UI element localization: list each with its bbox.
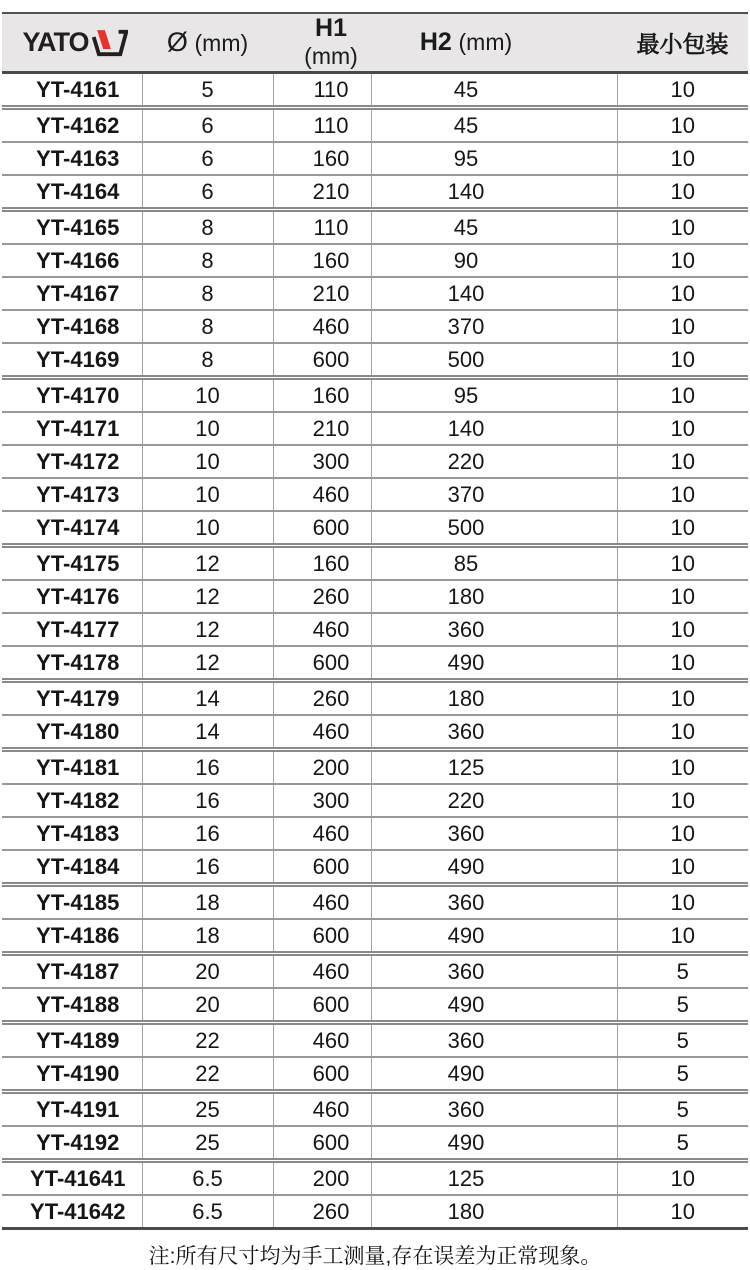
diameter-cell: 22	[142, 1023, 273, 1058]
h1-cell: 600	[273, 1057, 371, 1092]
table-row	[2, 1126, 748, 1161]
model-cell: YT-4188	[2, 988, 142, 1023]
diameter-cell: 6.5	[142, 1195, 273, 1229]
table-row	[2, 378, 748, 413]
h2-cell: 360	[371, 1023, 617, 1058]
spec-table-body	[2, 73, 748, 1229]
h2-cell: 360	[371, 817, 617, 850]
diameter-cell: 22	[142, 1057, 273, 1092]
h1-cell: 460	[273, 715, 371, 750]
h2-cell: 370	[371, 310, 617, 343]
h1-cell: 260	[273, 1195, 371, 1229]
model-cell: YT-4165	[2, 210, 142, 245]
diameter-cell: 18	[142, 885, 273, 920]
h1-cell: 600	[273, 919, 371, 954]
h2-cell: 95	[371, 378, 617, 413]
diameter-cell: 8	[142, 343, 273, 378]
pack-cell: 10	[617, 142, 748, 175]
h2-cell: 220	[371, 445, 617, 478]
model-cell: YT-4173	[2, 478, 142, 511]
h1-cell: 460	[273, 478, 371, 511]
h2-cell: 140	[371, 412, 617, 445]
pack-cell: 10	[617, 646, 748, 681]
pack-cell: 10	[617, 681, 748, 716]
pack-cell: 10	[617, 613, 748, 646]
model-cell: YT-4163	[2, 142, 142, 175]
spec-table	[2, 12, 748, 1230]
table-row	[2, 244, 748, 277]
table-row	[2, 412, 748, 445]
diameter-cell: 18	[142, 919, 273, 954]
table-header-row	[2, 13, 748, 73]
header-brand-cell	[2, 13, 142, 73]
pack-cell: 10	[617, 850, 748, 885]
diameter-cell: 10	[142, 478, 273, 511]
h2-cell: 45	[371, 210, 617, 245]
diameter-cell: 12	[142, 546, 273, 581]
h2-cell: 360	[371, 1092, 617, 1127]
model-cell: YT-4184	[2, 850, 142, 885]
h2-cell: 490	[371, 988, 617, 1023]
h1-cell: 260	[273, 580, 371, 613]
pack-cell: 10	[617, 1195, 748, 1229]
model-cell: YT-4192	[2, 1126, 142, 1161]
diameter-cell: 16	[142, 750, 273, 785]
table-row	[2, 919, 748, 954]
pack-cell: 5	[617, 1057, 748, 1092]
h1-cell: 160	[273, 244, 371, 277]
h1-cell: 160	[273, 546, 371, 581]
model-cell: YT-4190	[2, 1057, 142, 1092]
pack-cell: 10	[617, 511, 748, 546]
h2-cell: 180	[371, 580, 617, 613]
pack-cell: 10	[617, 73, 748, 108]
model-cell: YT-4182	[2, 784, 142, 817]
table-row	[2, 750, 748, 785]
diameter-cell: 10	[142, 445, 273, 478]
table-row	[2, 210, 748, 245]
pack-cell: 10	[617, 175, 748, 210]
h1-cell: 600	[273, 646, 371, 681]
h2-cell: 370	[371, 478, 617, 511]
h1-cell: 110	[273, 108, 371, 143]
h2-cell: 95	[371, 142, 617, 175]
h2-cell: 125	[371, 750, 617, 785]
pack-cell: 10	[617, 885, 748, 920]
diameter-cell: 16	[142, 817, 273, 850]
model-cell: YT-4186	[2, 919, 142, 954]
h2-cell: 45	[371, 73, 617, 108]
h1-cell: 210	[273, 277, 371, 310]
pack-cell: 10	[617, 715, 748, 750]
h1-cell: 600	[273, 343, 371, 378]
pack-cell: 5	[617, 1023, 748, 1058]
h1-cell: 600	[273, 850, 371, 885]
table-row	[2, 646, 748, 681]
table-row	[2, 1195, 748, 1229]
h2-cell: 490	[371, 850, 617, 885]
diameter-cell: 16	[142, 784, 273, 817]
table-row	[2, 445, 748, 478]
diameter-cell: 12	[142, 646, 273, 681]
pack-cell: 10	[617, 277, 748, 310]
table-row	[2, 478, 748, 511]
table-row	[2, 1023, 748, 1058]
model-cell: YT-4170	[2, 378, 142, 413]
model-cell: YT-4189	[2, 1023, 142, 1058]
table-row	[2, 954, 748, 989]
pack-cell: 10	[617, 108, 748, 143]
pack-cell: 10	[617, 310, 748, 343]
h2-cell: 360	[371, 715, 617, 750]
model-cell: YT-4178	[2, 646, 142, 681]
model-cell: YT-4167	[2, 277, 142, 310]
pack-cell: 10	[617, 546, 748, 581]
model-cell: YT-4183	[2, 817, 142, 850]
pack-cell: 10	[617, 919, 748, 954]
yato-logo-mark-icon	[92, 29, 128, 57]
model-cell: YT-4191	[2, 1092, 142, 1127]
diameter-cell: 25	[142, 1092, 273, 1127]
h1-cell: 600	[273, 1126, 371, 1161]
table-row	[2, 988, 748, 1023]
table-row	[2, 142, 748, 175]
h1-cell: 600	[273, 988, 371, 1023]
h1-cell: 300	[273, 784, 371, 817]
model-cell: YT-4176	[2, 580, 142, 613]
h2-cell: 500	[371, 343, 617, 378]
table-row	[2, 73, 748, 108]
h1-cell: 460	[273, 613, 371, 646]
table-row	[2, 784, 748, 817]
table-row	[2, 1057, 748, 1092]
pack-cell: 10	[617, 412, 748, 445]
diameter-cell: 25	[142, 1126, 273, 1161]
h2-cell: 220	[371, 784, 617, 817]
table-row	[2, 613, 748, 646]
model-cell: YT-4171	[2, 412, 142, 445]
h2-unit: (mm)	[458, 29, 513, 55]
h2-label: H2	[419, 28, 452, 56]
diameter-cell: 6	[142, 108, 273, 143]
diameter-cell: 6.5	[142, 1161, 273, 1196]
header-diameter	[142, 13, 273, 73]
pack-cell: 5	[617, 954, 748, 989]
pack-cell: 10	[617, 750, 748, 785]
table-row	[2, 1161, 748, 1196]
h2-cell: 45	[371, 108, 617, 143]
h2-cell: 500	[371, 511, 617, 546]
header-h1	[273, 13, 371, 73]
pack-cell: 10	[617, 580, 748, 613]
model-cell: YT-41641	[2, 1161, 142, 1196]
h2-cell: 140	[371, 277, 617, 310]
diameter-cell: 14	[142, 715, 273, 750]
model-cell: YT-4162	[2, 108, 142, 143]
model-cell: YT-4169	[2, 343, 142, 378]
model-cell: YT-4172	[2, 445, 142, 478]
h1-cell: 460	[273, 310, 371, 343]
h2-cell: 360	[371, 885, 617, 920]
h1-cell: 600	[273, 511, 371, 546]
diameter-symbol: Ø	[166, 27, 188, 57]
pack-cell: 5	[617, 988, 748, 1023]
diameter-cell: 10	[142, 412, 273, 445]
h1-cell: 210	[273, 175, 371, 210]
h2-cell: 180	[371, 1195, 617, 1229]
pack-cell: 10	[617, 343, 748, 378]
pack-cell: 5	[617, 1092, 748, 1127]
table-row	[2, 715, 748, 750]
diameter-cell: 12	[142, 613, 273, 646]
diameter-cell: 8	[142, 310, 273, 343]
h1-cell: 200	[273, 1161, 371, 1196]
h2-cell: 140	[371, 175, 617, 210]
diameter-cell: 6	[142, 175, 273, 210]
model-cell: YT-4181	[2, 750, 142, 785]
h1-cell: 300	[273, 445, 371, 478]
model-cell: YT-4185	[2, 885, 142, 920]
diameter-unit: (mm)	[194, 30, 249, 56]
model-cell: YT-4180	[2, 715, 142, 750]
h1-cell: 460	[273, 1023, 371, 1058]
h2-cell: 125	[371, 1161, 617, 1196]
pack-cell: 10	[617, 478, 748, 511]
model-cell: YT-4175	[2, 546, 142, 581]
pack-cell: 10	[617, 378, 748, 413]
yato-logo	[2, 27, 142, 58]
header-min-pack: 最小包装	[617, 13, 748, 73]
h1-cell: 160	[273, 142, 371, 175]
h1-label: H1	[315, 14, 347, 42]
pack-cell: 10	[617, 445, 748, 478]
diameter-cell: 12	[142, 580, 273, 613]
model-cell: YT-4187	[2, 954, 142, 989]
diameter-cell: 8	[142, 210, 273, 245]
table-row	[2, 511, 748, 546]
model-cell: YT-4164	[2, 175, 142, 210]
h1-cell: 110	[273, 210, 371, 245]
table-row	[2, 108, 748, 143]
h2-cell: 360	[371, 613, 617, 646]
spec-table-header	[2, 13, 748, 73]
diameter-cell: 6	[142, 142, 273, 175]
h2-cell: 490	[371, 646, 617, 681]
table-row	[2, 310, 748, 343]
diameter-cell: 10	[142, 378, 273, 413]
h2-cell: 490	[371, 1057, 617, 1092]
h1-cell: 160	[273, 378, 371, 413]
table-row	[2, 850, 748, 885]
diameter-cell: 8	[142, 277, 273, 310]
model-cell: YT-4166	[2, 244, 142, 277]
table-row	[2, 580, 748, 613]
h2-cell: 180	[371, 681, 617, 716]
diameter-cell: 16	[142, 850, 273, 885]
model-cell: YT-4161	[2, 73, 142, 108]
h2-cell: 85	[371, 546, 617, 581]
diameter-cell: 20	[142, 988, 273, 1023]
h1-cell: 200	[273, 750, 371, 785]
h2-cell: 490	[371, 1126, 617, 1161]
pack-cell: 10	[617, 817, 748, 850]
pack-cell: 10	[617, 210, 748, 245]
footnote: 注:所有尺寸均为手工测量,存在误差为正常现象。	[148, 1245, 602, 1268]
diameter-cell: 8	[142, 244, 273, 277]
h2-cell: 90	[371, 244, 617, 277]
diameter-cell: 20	[142, 954, 273, 989]
model-cell: YT-4174	[2, 511, 142, 546]
diameter-cell: 10	[142, 511, 273, 546]
diameter-cell: 5	[142, 73, 273, 108]
model-cell: YT-4177	[2, 613, 142, 646]
table-row	[2, 277, 748, 310]
table-row	[2, 175, 748, 210]
pack-cell: 5	[617, 1126, 748, 1161]
table-row	[2, 681, 748, 716]
h1-cell: 460	[273, 1092, 371, 1127]
pack-cell: 10	[617, 784, 748, 817]
h1-cell: 260	[273, 681, 371, 716]
table-row	[2, 885, 748, 920]
table-row	[2, 546, 748, 581]
header-h2	[371, 13, 617, 73]
yato-logo-text: YATO	[22, 27, 89, 57]
pack-cell: 10	[617, 244, 748, 277]
h1-cell: 460	[273, 817, 371, 850]
h1-cell: 460	[273, 885, 371, 920]
h1-cell: 460	[273, 954, 371, 989]
h2-cell: 360	[371, 954, 617, 989]
h2-cell: 490	[371, 919, 617, 954]
model-cell: YT-4179	[2, 681, 142, 716]
model-cell: YT-4168	[2, 310, 142, 343]
h1-cell: 110	[273, 73, 371, 108]
table-row	[2, 343, 748, 378]
pack-cell: 10	[617, 1161, 748, 1196]
diameter-cell: 14	[142, 681, 273, 716]
table-row	[2, 817, 748, 850]
h1-cell: 210	[273, 412, 371, 445]
model-cell: YT-41642	[2, 1195, 142, 1229]
h1-unit: (mm)	[304, 43, 358, 69]
table-row	[2, 1092, 748, 1127]
